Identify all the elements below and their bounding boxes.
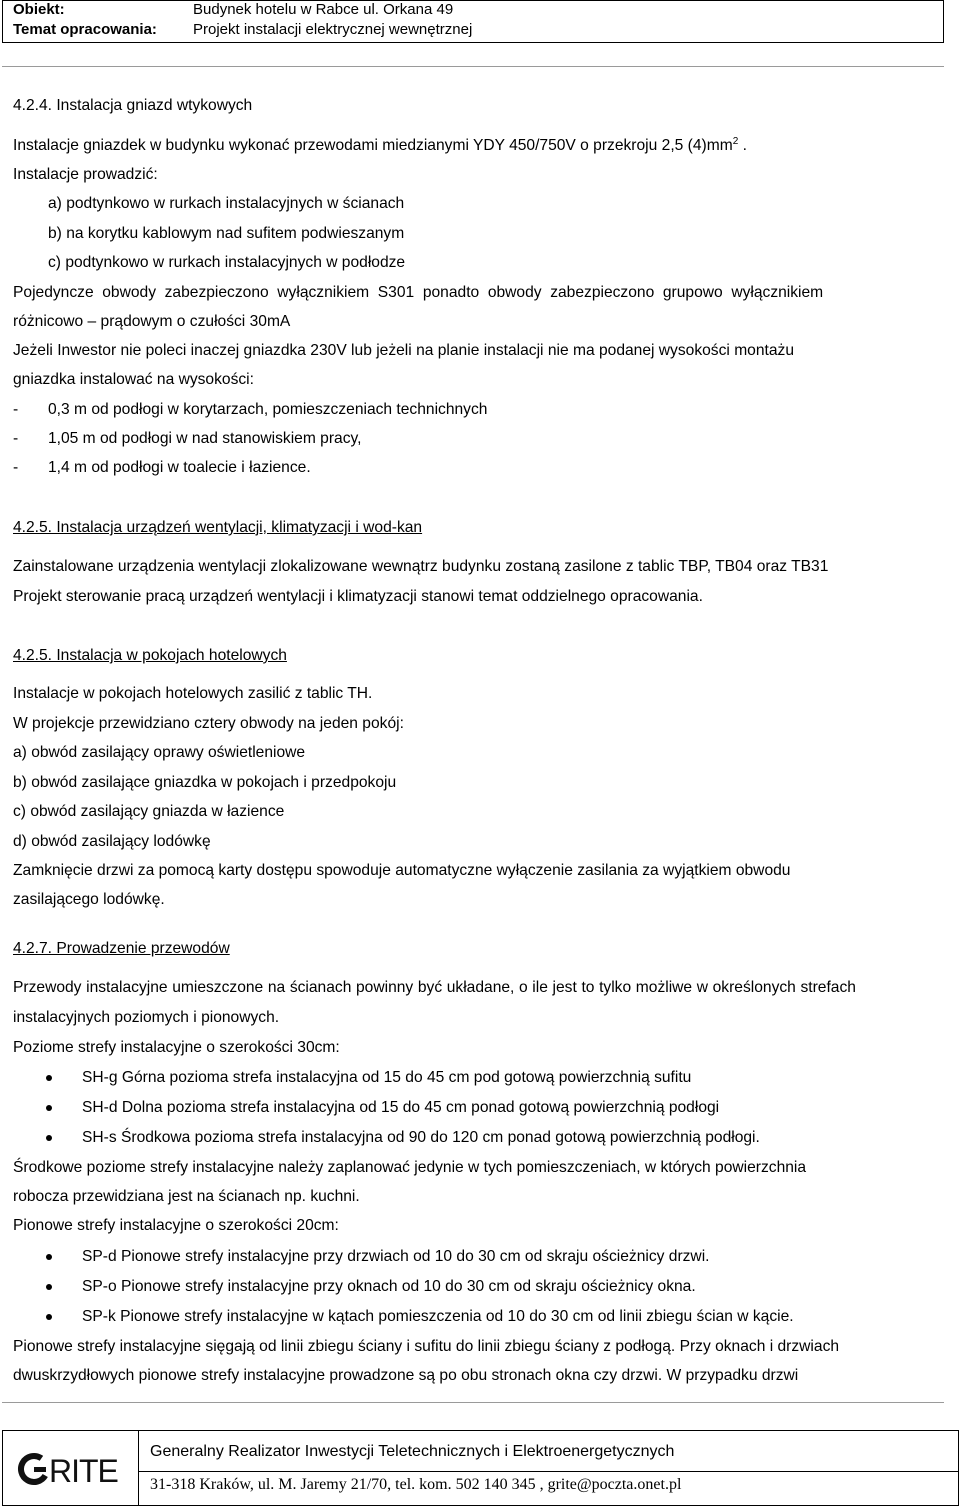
- paragraph-line: instalacyjnych poziomych i pionowych.: [13, 1009, 280, 1026]
- paragraph-line: zasilającego lodówkę.: [13, 891, 165, 908]
- dash-marker: -: [13, 401, 19, 418]
- paragraph-line: Pionowe strefy instalacyjne o szerokości 20cm:: [13, 1217, 339, 1234]
- dash-marker: -: [13, 459, 19, 476]
- paragraph-line: Pionowe strefy instalacyjne sięgają od linii zbiegu ściany i sufitu do linii zbiegu ściany z podłogą. Przy oknach i drzwiach: [13, 1338, 840, 1355]
- svg-text:RITE: RITE: [49, 1453, 118, 1487]
- paragraph-line: robocza przewidziana jest na ścianach np. kuchni.: [13, 1188, 360, 1205]
- superscript: 2: [732, 136, 739, 147]
- list-item: SH-g Górna pozioma strefa instalacyjna od 15 do 45 cm pod gotową powierzchnią sufitu: [82, 1069, 692, 1086]
- object-value: Budynek hotelu w Rabce ul. Orkana 49: [193, 1, 454, 18]
- paragraph-line: Zainstalowane urządzenia wentylacji zlokalizowane wewnątrz budynku zostaną zasilone z tablic TBP, TB04 oraz TB31: [13, 558, 829, 575]
- paragraph-line: Poziome strefy instalacyjne o szerokości 30cm:: [13, 1039, 340, 1056]
- bullet-icon: [46, 1105, 52, 1111]
- paragraph-text: .: [738, 137, 747, 154]
- topic-value: Projekt instalacji elektrycznej wewnętrznej: [193, 21, 473, 38]
- bullet-icon: [46, 1314, 52, 1320]
- section-heading-424: 4.2.4. Instalacja gniazd wtykowych: [13, 97, 253, 114]
- grite-logo-icon: [17, 1451, 125, 1487]
- bullet-icon: [46, 1254, 52, 1260]
- list-item: d) obwód zasilający lodówkę: [13, 833, 211, 850]
- list-item: a) podtynkowo w rurkach instalacyjnych w ścianach: [48, 195, 405, 212]
- list-item: c) podtynkowo w rurkach instalacyjnych w podłodze: [48, 254, 406, 271]
- dash-marker: -: [13, 430, 19, 447]
- document-header: [2, 0, 944, 43]
- header-divider: [2, 66, 944, 67]
- document-footer: [2, 1430, 959, 1506]
- paragraph-line: W projekcje przewidziano cztery obwody na jeden pokój:: [13, 715, 404, 732]
- bullet-icon: [46, 1284, 52, 1290]
- list-item: 1,4 m od podłogi w toalecie i łazience.: [48, 459, 311, 476]
- list-item: SH-s Środkowa pozioma strefa instalacyjna od 90 do 120 cm ponad gotową powierzchnią podłogi.: [82, 1129, 760, 1146]
- topic-label: Temat opracowania:: [13, 21, 157, 38]
- company-address: 31-318 Kraków, ul. M. Jaremy 21/70, tel. kom. 502 140 345 , grite@poczta.onet.pl: [150, 1476, 682, 1493]
- bullet-icon: [46, 1075, 52, 1081]
- list-item: b) obwód zasilające gniazdka w pokojach i przedpokoju: [13, 774, 397, 791]
- bullet-icon: [46, 1135, 52, 1141]
- paragraph-line: Jeżeli Inwestor nie poleci inaczej gniazdka 230V lub jeżeli na planie instalacji nie ma podanej wysokości montażu: [13, 342, 794, 359]
- list-item: 1,05 m od podłogi w nad stanowiskiem pracy,: [48, 430, 362, 447]
- paragraph-line: gniazdka instalować na wysokości:: [13, 371, 254, 388]
- paragraph-text: Instalacje gniazdek w budynku wykonać przewodami miedzianymi YDY 450/750V o przekroju 2,5 (4)mm: [13, 137, 733, 154]
- paragraph: Instalacje prowadzić:: [13, 166, 158, 183]
- list-item: c) obwód zasilający gniazda w łazience: [13, 803, 285, 820]
- footer-divider: [2, 1402, 944, 1403]
- paragraph: [13, 136, 747, 156]
- list-item: b) na korytku kablowym nad sufitem podwieszanym: [48, 225, 405, 242]
- list-item: SH-d Dolna pozioma strefa instalacyjna od 15 do 45 cm ponad gotową powierzchnią podłogi: [82, 1099, 720, 1116]
- paragraph-line: różnicowo – prądowym o czułości 30mA: [13, 313, 291, 330]
- section-heading-425-ventilation: 4.2.5. Instalacja urządzeń wentylacji, klimatyzacji i wod-kan: [13, 519, 423, 536]
- paragraph-line: Instalacje w pokojach hotelowych zasilić z tablic TH.: [13, 685, 373, 702]
- list-item: SP-o Pionowe strefy instalacyjne przy oknach od 10 do 30 cm od skraju ościeżnicy okna.: [82, 1278, 696, 1295]
- company-name: Generalny Realizator Inwestycji Teletechnicznych i Elektroenergetycznych: [150, 1443, 675, 1460]
- list-item: a) obwód zasilający oprawy oświetleniowe: [13, 744, 306, 761]
- list-item: SP-k Pionowe strefy instalacyjne w kątach pomieszczenia od 10 do 30 cm od linii zbiegu ścian w kącie.: [82, 1308, 794, 1325]
- footer-separator: [139, 1471, 958, 1472]
- paragraph-line: Zamknięcie drzwi za pomocą karty dostępu spowoduje automatyczne wyłączenie zasilania za wyjątkiem obwodu: [13, 862, 791, 879]
- paragraph-line: Pojedyncze obwody zabezpieczono wyłącznikiem S301 ponadto obwody zabezpieczono grupowo wyłącznikiem: [13, 284, 824, 301]
- company-logo: [3, 1431, 139, 1505]
- paragraph-line: Przewody instalacyjne umieszczone na ścianach powinny być układane, o ile jest to tylko możliwe w określonych strefach: [13, 979, 856, 996]
- paragraph-line: Środkowe poziome strefy instalacyjne należy zaplanować jedynie w tych pomieszczeniach, w których powierzchnia: [13, 1159, 807, 1176]
- paragraph-line: Projekt sterowanie pracą urządzeń wentylacji i klimatyzacji stanowi temat oddzielnego opracowania.: [13, 588, 703, 605]
- object-label: Obiekt:: [13, 1, 65, 18]
- section-heading-427: 4.2.7. Prowadzenie przewodów: [13, 940, 230, 957]
- paragraph-line: dwuskrzydłowych pionowe strefy instalacyjne prowadzone są po obu stronach okna czy drzwi. W przypadku drzwi: [13, 1367, 799, 1384]
- list-item: SP-d Pionowe strefy instalacyjne przy drzwiach od 10 do 30 cm od skraju ościeżnicy drzwi.: [82, 1248, 710, 1265]
- section-heading-425-rooms: 4.2.5. Instalacja w pokojach hotelowych: [13, 647, 287, 664]
- list-item: 0,3 m od podłogi w korytarzach, pomieszczeniach technichnych: [48, 401, 488, 418]
